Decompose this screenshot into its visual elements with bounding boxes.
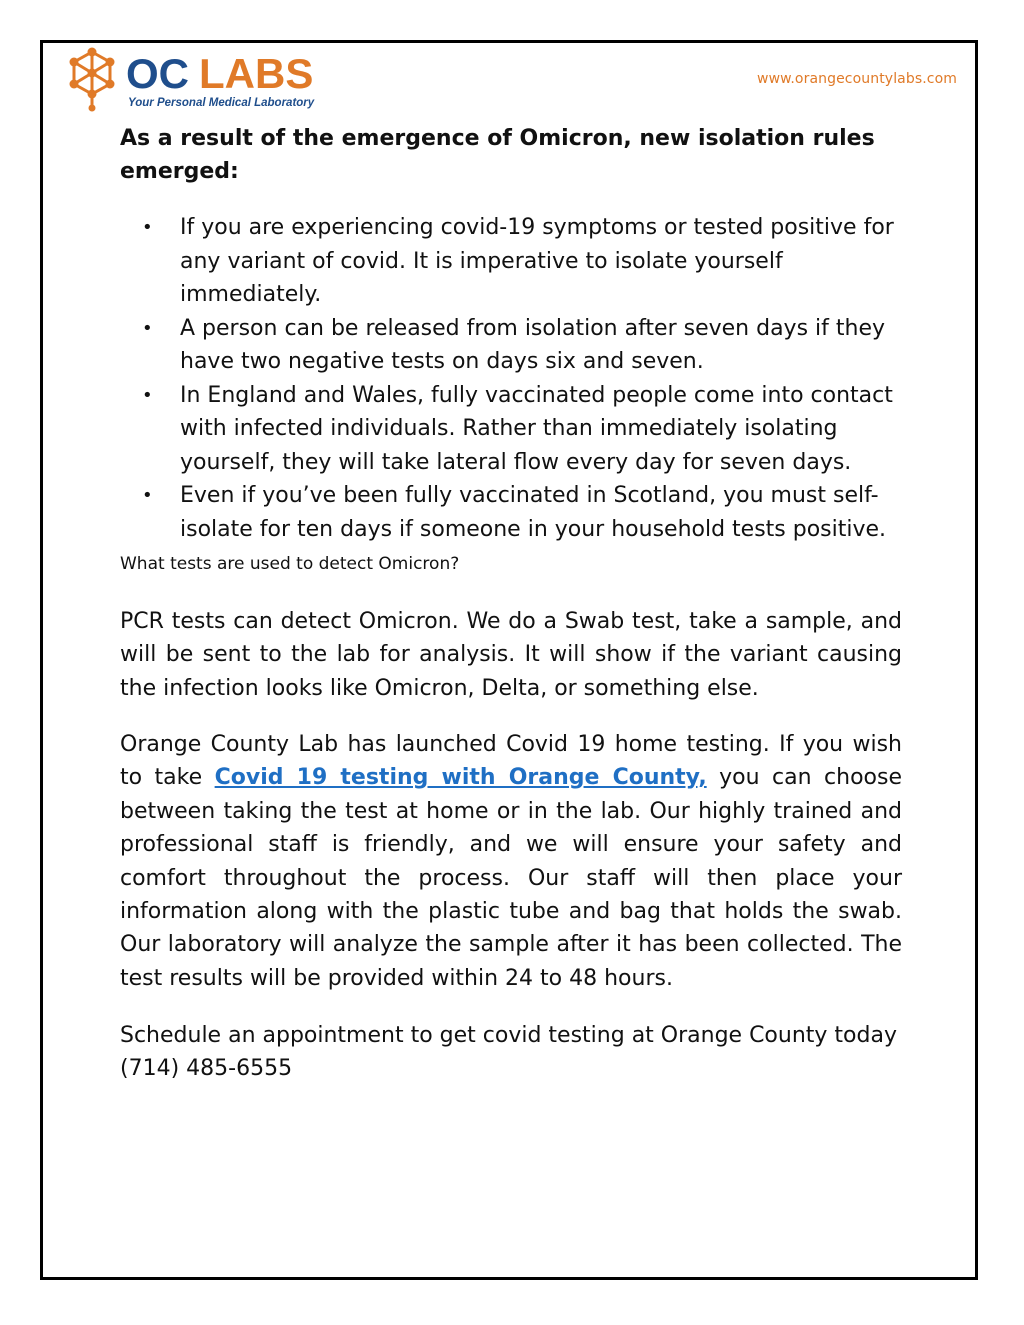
list-item-text: If you are experiencing covid-19 symptoms or tested positive for any variant of covid. It is imperative to isolate yourself immediately. [180,215,894,307]
isolation-rules-list [120,211,902,546]
logo-tagline: Your Personal Medical Laboratory [128,97,315,109]
list-item [120,379,902,480]
logo-labs-text: LABS [199,50,314,97]
website-url[interactable]: www.orangecountylabs.com [757,71,957,87]
paragraph-schedule: Schedule an appointment to get covid testing at Orange County today (714) 485-6555 [120,1023,897,1082]
list-item [120,479,902,546]
list-item-text: Even if you’ve been fully vaccinated in Scotland, you must self-isolate for ten days if someone in your household tests positive. [180,483,887,542]
list-item-text: In England and Wales, fully vaccinated people come into contact with infected individuals. Rather than immediately isolating yourself, they will take lateral flow every day for seven days. [180,382,893,475]
bullet-icon: • [142,485,153,506]
section-subheading: What tests are used to detect Omicron? [120,554,460,574]
list-item [120,312,902,379]
molecule-icon [64,46,326,112]
bullet-icon: • [142,217,153,238]
oc-labs-logo [64,46,326,112]
bullet-icon: • [142,317,153,339]
covid-testing-link[interactable]: Covid 19 testing with Orange County, [214,765,707,791]
article-heading: As a result of the emergence of Omicron, new isolation rules emerged: [120,126,875,184]
list-item [120,211,902,312]
svg-text:OCLABS [126,50,313,97]
paragraph-pcr: PCR tests can detect Omicron. We do a Swab test, take a sample, and will be sent to the lab for analysis. It will show if the variant causing the infection looks like Omicron, Delta, or something else. [120,609,902,701]
bullet-icon: • [142,384,153,406]
logo-oc-text: OC [126,50,189,97]
paragraph-text: you can choose between taking the test at home or in the lab. Our highly trained and professional staff is friendly, and we will ensure your safety and comfort throughout the process. Our staff will then place your information along with the plastic tube and bag that holds the swab. Our laboratory will analyze the sample after it has been collected. The test results will be provided within 24 to 48 hours. [120,765,902,991]
paragraph-text: Orange County Lab has launched Covid 19 home testing. If you wish to take [120,732,902,791]
paragraph-home-testing [120,728,902,995]
list-item-text: A person can be released from isolation after seven days if they have two negative tests on days six and seven. [180,315,886,374]
